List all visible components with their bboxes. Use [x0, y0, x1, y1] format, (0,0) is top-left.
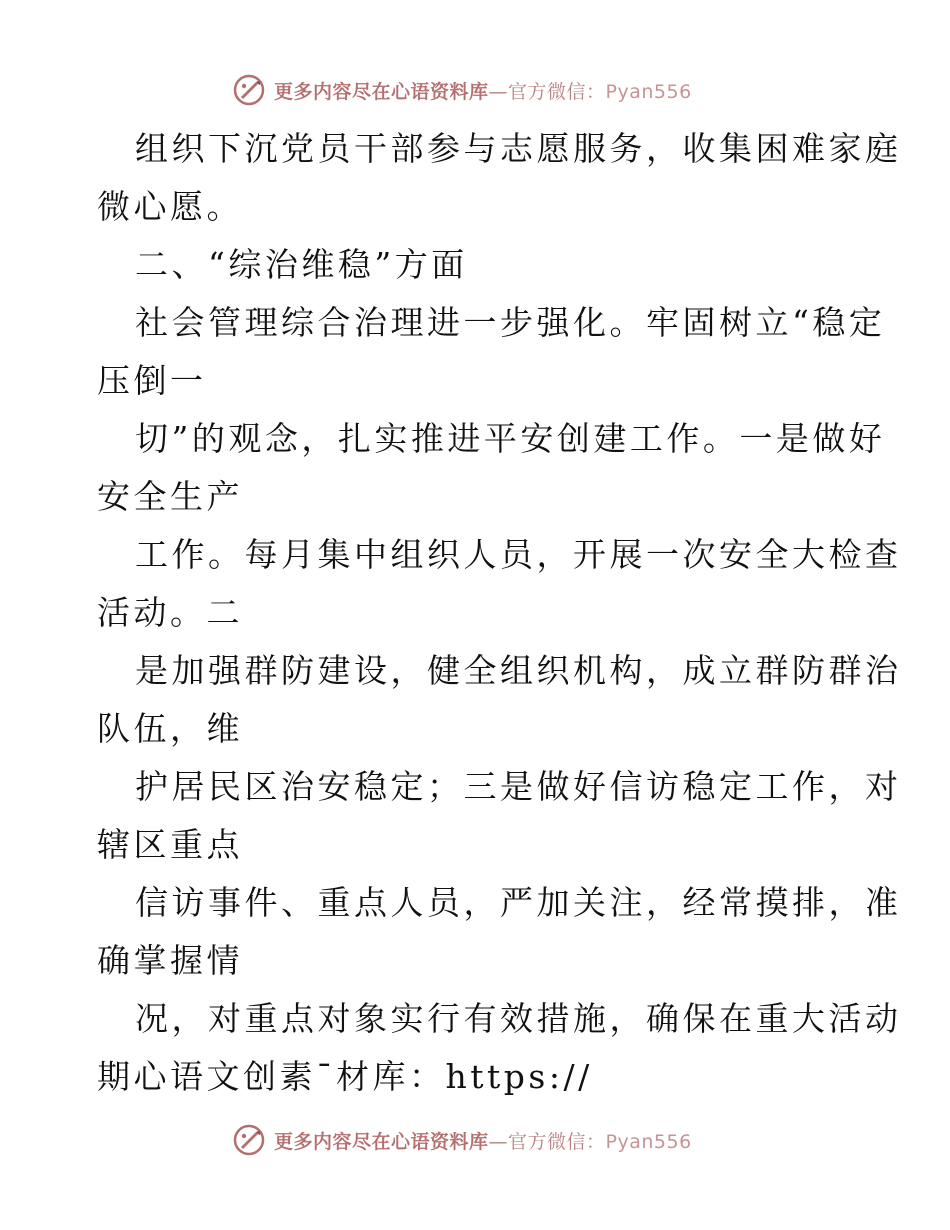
text-line: 护居民区治安稳定；三是做好信访稳定工作，对: [135, 767, 902, 806]
text-line: 期心语文创素¯材库：https://: [97, 1057, 593, 1096]
text-line: 工作。每月集中组织人员，开展一次安全大检查: [135, 535, 902, 574]
watermark-wechat-id: Pyan556: [605, 1130, 692, 1153]
watermark-separator: —: [488, 80, 509, 103]
text-line: 活动。二: [97, 593, 243, 632]
quill-seal-icon: [232, 73, 266, 107]
watermark-official: 官方微信：: [508, 1130, 606, 1153]
text-line: 确掌握情: [97, 941, 243, 980]
watermark-separator: —: [488, 1130, 509, 1153]
watermark-brand: 更多内容尽在心语资料库: [274, 80, 489, 103]
text-line: 微心愿。: [97, 187, 243, 226]
text-line: 信访事件、重点人员，严加关注，经常摸排，准: [135, 883, 902, 922]
text-line: 是加强群防建设，健全组织机构，成立群防群治: [135, 651, 902, 690]
quill-seal-icon: [232, 1123, 266, 1157]
section-heading: 二、“综治维稳”方面: [135, 245, 468, 284]
watermark-text: [274, 77, 692, 104]
watermark-brand: 更多内容尽在心语资料库: [274, 1130, 489, 1153]
watermark-text: [274, 1127, 692, 1154]
watermark-wechat-id: Pyan556: [605, 80, 692, 103]
header-watermark: [232, 70, 752, 110]
watermark-official: 官方微信：: [508, 80, 606, 103]
text-line: 安全生产: [97, 477, 243, 516]
text-line: 组织下沉党员干部参与志愿服务，收集困难家庭: [135, 129, 902, 168]
text-line: 队伍，维: [97, 709, 243, 748]
text-line: 辖区重点: [97, 825, 243, 864]
footer-watermark: [232, 1120, 752, 1160]
text-line: 压倒一: [97, 361, 207, 400]
text-line: 况，对重点对象实行有效措施，确保在重大活动: [135, 999, 902, 1038]
text-line: 社会管理综合治理进一步强化。牢固树立“稳定: [135, 303, 886, 342]
document-body: [97, 120, 902, 1106]
text-line: 切”的观念，扎实推进平安创建工作。一是做好: [135, 419, 886, 458]
